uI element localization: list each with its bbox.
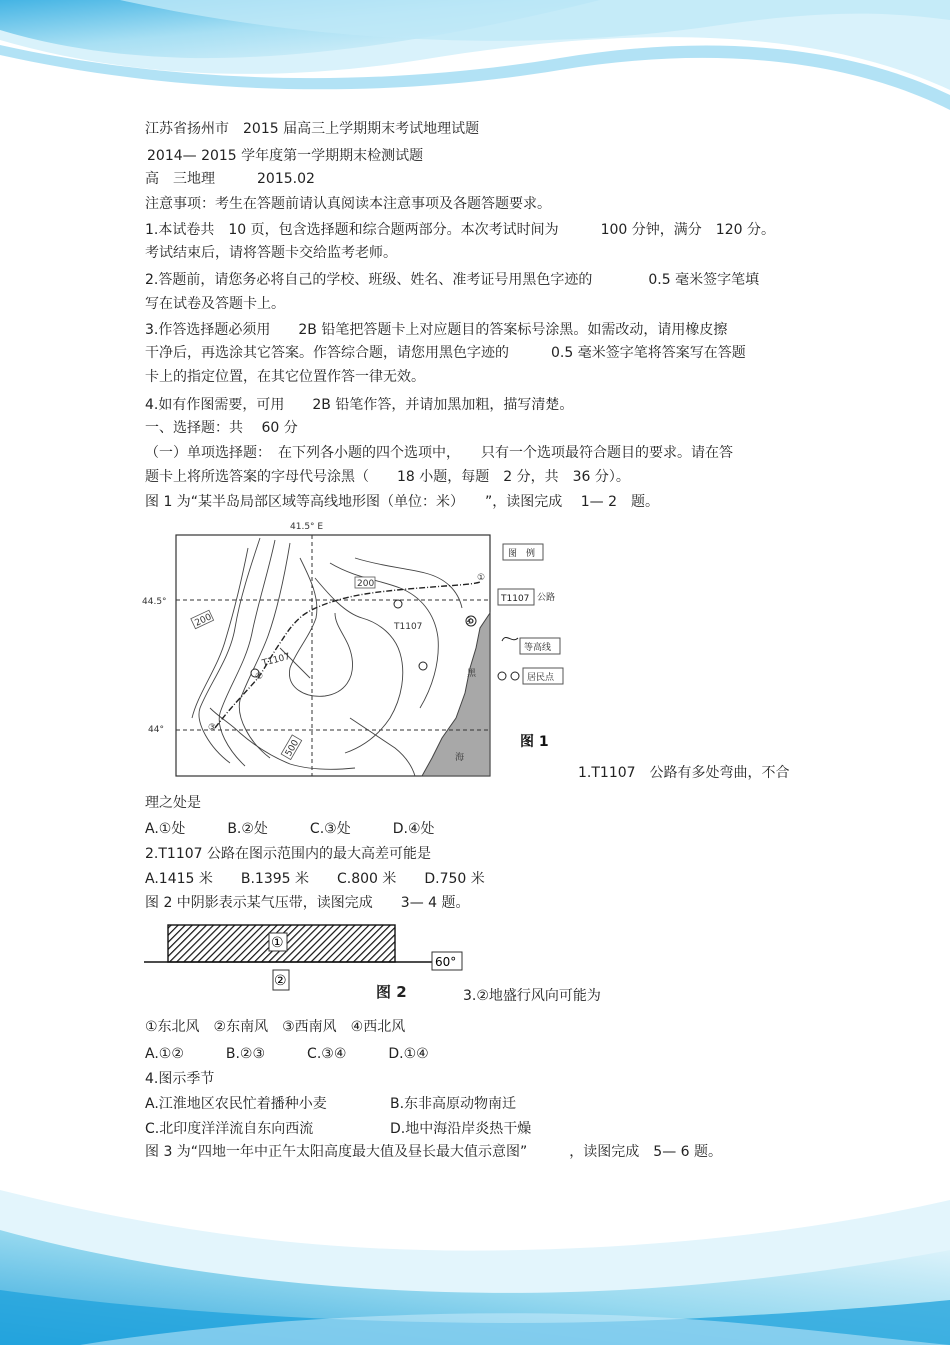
question-4-stem: 4.图示季节 — [145, 1071, 215, 1087]
figure-2-label: 图 2 — [376, 983, 407, 1001]
question-1-options: A.①处 B.②处 C.③处 D.④处 — [145, 821, 435, 837]
question-2-stem: 2.T1107 公路在图示范围内的最大高差可能是 — [145, 846, 431, 862]
question-2-options: A.1415 米 B.1395 米 C.800 米 D.750 米 — [145, 871, 485, 887]
road-label-left: T1107 — [261, 651, 292, 669]
map-legend — [498, 544, 563, 684]
note-1-line-2: 考试结束后，请将答题卡交给监考老师。 — [145, 245, 397, 261]
longitude-label: 41.5° E — [290, 522, 324, 532]
latitude-label-top: 44.5° — [142, 597, 167, 607]
svg-text:200: 200 — [357, 579, 375, 589]
marker-2-label: ② — [274, 973, 287, 989]
section-instructions-line-1: （一）单项选择题： 在下列各小题的四个选项中， 只有一个选项最符合题目的要求。请在答 — [145, 445, 733, 461]
section-title: 一、选择题：共 60 分 — [145, 420, 298, 436]
exam-subtitle: 2014— 2015 学年度第一学期期末检测试题 — [147, 148, 424, 164]
question-4-option-c: C.北印度洋洋流自东向西流 — [145, 1121, 314, 1137]
figure-1-contour-map — [140, 518, 580, 780]
question-3-stem: 3.②地盛行风向可能为 — [463, 988, 601, 1004]
svg-text:200: 200 — [193, 612, 214, 629]
marker-1: ① — [477, 573, 486, 583]
grade-line: 高 三地理 2015.02 — [145, 171, 315, 187]
question-4-option-a: A.江淮地区农民忙着播种小麦 — [145, 1096, 327, 1112]
question-1-stem-line-2: 理之处是 — [145, 795, 201, 811]
sea-label-hai: 海 — [455, 753, 465, 763]
figure-3-intro: 图 3 为“四地一年中正午太阳高度最大值及昼长最大值示意图” ，读图完成 5— 6 题。 — [145, 1144, 723, 1160]
question-3-options: A.①② B.②③ C.③④ D.①④ — [145, 1046, 429, 1062]
sea-label-hei: 黑 — [467, 669, 477, 679]
figure-2-pressure-belt — [140, 920, 470, 1005]
note-3-line-3: 卡上的指定位置，在其它位置作答一律无效。 — [145, 369, 425, 385]
contour-label-200-right — [355, 577, 375, 589]
legend-road-label: 公路 — [537, 593, 556, 603]
note-2-line-1: 2.答题前，请您务必将自己的学校、班级、姓名、准考证号用黑色字迹的 0.5 毫米签字笔填 — [145, 272, 760, 288]
note-3-line-1: 3.作答选择题必须用 2B 铅笔把答题卡上对应题目的答案标号涂黑。如需改动，请用橡皮擦 — [145, 322, 728, 338]
note-1-line-1: 1.本试卷共 10 页，包含选择题和综合题两部分。本次考试时间为 100 分钟，满分 120 分。 — [145, 222, 775, 238]
road-label-right: T1107 — [394, 622, 423, 632]
marker-3: ③ — [208, 723, 217, 733]
question-4-option-d: D.地中海沿岸炎热干燥 — [390, 1121, 532, 1137]
legend-settlement-symbol-2 — [511, 672, 519, 680]
marker-4: ④ — [465, 617, 474, 627]
question-3-choices: ①东北风 ②东南风 ③西南风 ④西北风 — [145, 1019, 406, 1035]
svg-text:500: 500 — [283, 738, 302, 759]
note-3-line-2: 干净后，再选涂其它答案。作答综合题，请您用黑色字迹的 0.5 毫米签字笔将答案写在答题 — [145, 345, 746, 361]
marker-1-label: ① — [271, 935, 284, 951]
legend-settlement-label: 居民点 — [527, 673, 555, 683]
exam-title: 江苏省扬州市 2015 届高三上学期期末考试地理试题 — [145, 121, 480, 137]
note-4: 4.如有作图需要，可用 2B 铅笔作答，并请加黑加粗，描写清楚。 — [145, 397, 574, 413]
question-4-option-b: B.东非高原动物南迁 — [390, 1096, 517, 1112]
latitude-60-label: 60° — [435, 955, 457, 969]
question-1-stem-line-1: 1.T1107 公路有多处弯曲，不合 — [578, 765, 790, 781]
latitude-label-bottom: 44° — [148, 725, 164, 735]
figure-2-intro: 图 2 中阴影表示某气压带，读图完成 3— 4 题。 — [145, 895, 470, 911]
note-2-line-2: 写在试卷及答题卡上。 — [145, 296, 285, 312]
legend-road-code: T1107 — [501, 594, 530, 604]
marker-2: ② — [255, 672, 264, 682]
legend-contour-symbol — [502, 638, 518, 641]
notes-intro: 注意事项：考生在答题前请认真阅读本注意事项及各题答题要求。 — [145, 196, 551, 212]
legend-settlement-symbol — [498, 672, 506, 680]
figure-1-label: 图 1 — [520, 734, 549, 750]
legend-contour-label: 等高线 — [524, 643, 552, 653]
section-instructions-line-2: 题卡上将所选答案的字母代号涂黑（ 18 小题，每题 2 分，共 36 分）。 — [145, 469, 630, 485]
legend-title: 图 例 — [508, 549, 536, 559]
figure-1-intro: 图 1 为“某半岛局部区域等高线地形图（单位：米） ”，读图完成 1— 2 题。 — [145, 494, 660, 510]
